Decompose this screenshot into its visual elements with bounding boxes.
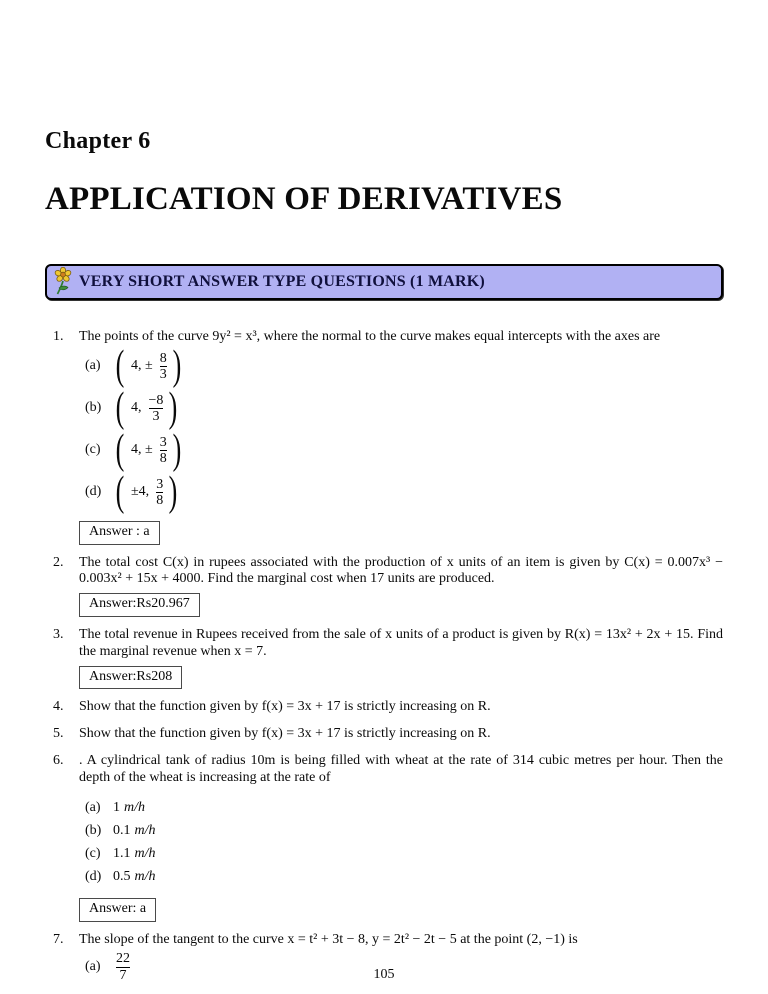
option-6d [85, 867, 723, 887]
option-1a [85, 342, 723, 389]
left-paren: ( [115, 384, 125, 431]
question-number: 6. [53, 752, 64, 768]
left-paren: ( [115, 426, 125, 473]
question-3 [53, 627, 723, 689]
option-label: (d) [85, 484, 102, 500]
page-title: APPLICATION OF DERIVATIVES [45, 181, 563, 217]
question-number: 7. [53, 931, 64, 947]
option-label: (a) [85, 958, 101, 974]
option-value: 4, [131, 400, 142, 416]
right-paren: ) [172, 342, 182, 389]
option-value: 0.5 [113, 869, 131, 885]
question-6 [53, 753, 723, 922]
option-label: (c) [85, 442, 101, 458]
option-value: 1 [113, 799, 120, 815]
option-label: (a) [85, 799, 101, 815]
question-text: The total revenue in Rupees received from the sale of x units of a product is given by R(x) = 13x² + 2x + 15. Find the marginal revenue when x = 7. [79, 626, 723, 659]
option-label: (b) [85, 400, 102, 416]
option-6a [85, 798, 723, 818]
chapter-label: Chapter 6 [45, 128, 151, 154]
question-4 [53, 699, 723, 716]
question-2 [53, 555, 723, 617]
section-banner-title: VERY SHORT ANSWER TYPE QUESTIONS (1 MARK) [79, 273, 485, 290]
fraction-denominator: 7 [116, 967, 130, 984]
question-text: The slope of the tangent to the curve x = t² + 3t − 8, y = 2t² − 2t − 5 at the point (2, −1) is [79, 931, 578, 947]
option-label: (c) [85, 846, 101, 862]
fraction [160, 351, 167, 383]
answer-box-q6: Answer: a [79, 898, 156, 922]
question-text: The points of the curve 9y² = x³, where the normal to the curve makes equal intercepts with the axes are [79, 329, 661, 344]
fraction-denominator: 8 [159, 451, 167, 467]
fraction-denominator: 3 [149, 408, 164, 425]
option-value: 1.1 [113, 846, 131, 862]
fraction-denominator: 3 [159, 367, 167, 383]
fraction-denominator: 8 [156, 493, 164, 509]
answer-box-q3: Answer:Rs208 [79, 666, 182, 690]
option-label: (d) [85, 869, 102, 885]
question-1 [53, 329, 723, 545]
right-paren: ) [172, 426, 182, 473]
right-paren: ) [169, 384, 178, 431]
section-banner [45, 264, 723, 300]
fraction-numerator: 3 [156, 476, 164, 492]
option-value: ±4, [131, 484, 150, 500]
option-unit: m/h [134, 846, 156, 862]
question-number: 3. [53, 626, 64, 642]
option-unit: m/h [134, 822, 156, 838]
option-1b [85, 384, 723, 431]
question-text: The total cost C(x) in rupees associated with the production of x units of an item is given by C(x) = 0.007x³ − 0.003x² + 15x + 4000. Find the marginal cost when 17 units are produced. [79, 554, 723, 587]
option-label: (a) [85, 358, 101, 374]
flower-icon [52, 267, 74, 297]
question-5 [53, 726, 723, 743]
question-number: 1. [53, 329, 64, 344]
question-list [45, 329, 723, 986]
option-unit: m/h [134, 869, 156, 885]
option-6c [85, 844, 723, 864]
fraction-numerator: 8 [159, 350, 167, 366]
left-paren: ( [115, 468, 125, 515]
fraction-numerator: 3 [159, 434, 167, 450]
option-label: (b) [85, 822, 102, 838]
fraction [149, 393, 164, 425]
question-text: . A cylindrical tank of radius 10m is being filled with wheat at the rate of 314 cubic metres per hour. Then the depth of the wheat is increasing at the rate of [79, 752, 723, 785]
option-1d [85, 468, 723, 515]
fraction [160, 435, 167, 467]
option-unit: m/h [124, 799, 145, 815]
left-paren: ( [115, 342, 125, 389]
fraction-numerator: 22 [116, 951, 130, 967]
answer-box-q1: Answer : a [79, 521, 160, 545]
option-value: 4, ± [131, 442, 153, 458]
right-paren: ) [168, 468, 178, 515]
question-text: Show that the function given by f(x) = 3x + 17 is strictly increasing on R. [79, 699, 491, 715]
question-text: Show that the function given by f(x) = 3x + 17 is strictly increasing on R. [79, 726, 491, 742]
page-number: 105 [373, 967, 395, 982]
option-1c [85, 426, 723, 473]
answer-box-q2: Answer:Rs20.967 [79, 593, 200, 617]
question-number: 5. [53, 726, 64, 742]
question-number: 4. [53, 699, 64, 715]
question-number: 2. [53, 554, 64, 570]
option-6b [85, 821, 723, 841]
fraction [156, 477, 163, 509]
option-value: 0.1 [113, 822, 131, 838]
option-value: 4, ± [131, 358, 153, 374]
fraction-numerator: −8 [148, 392, 164, 408]
